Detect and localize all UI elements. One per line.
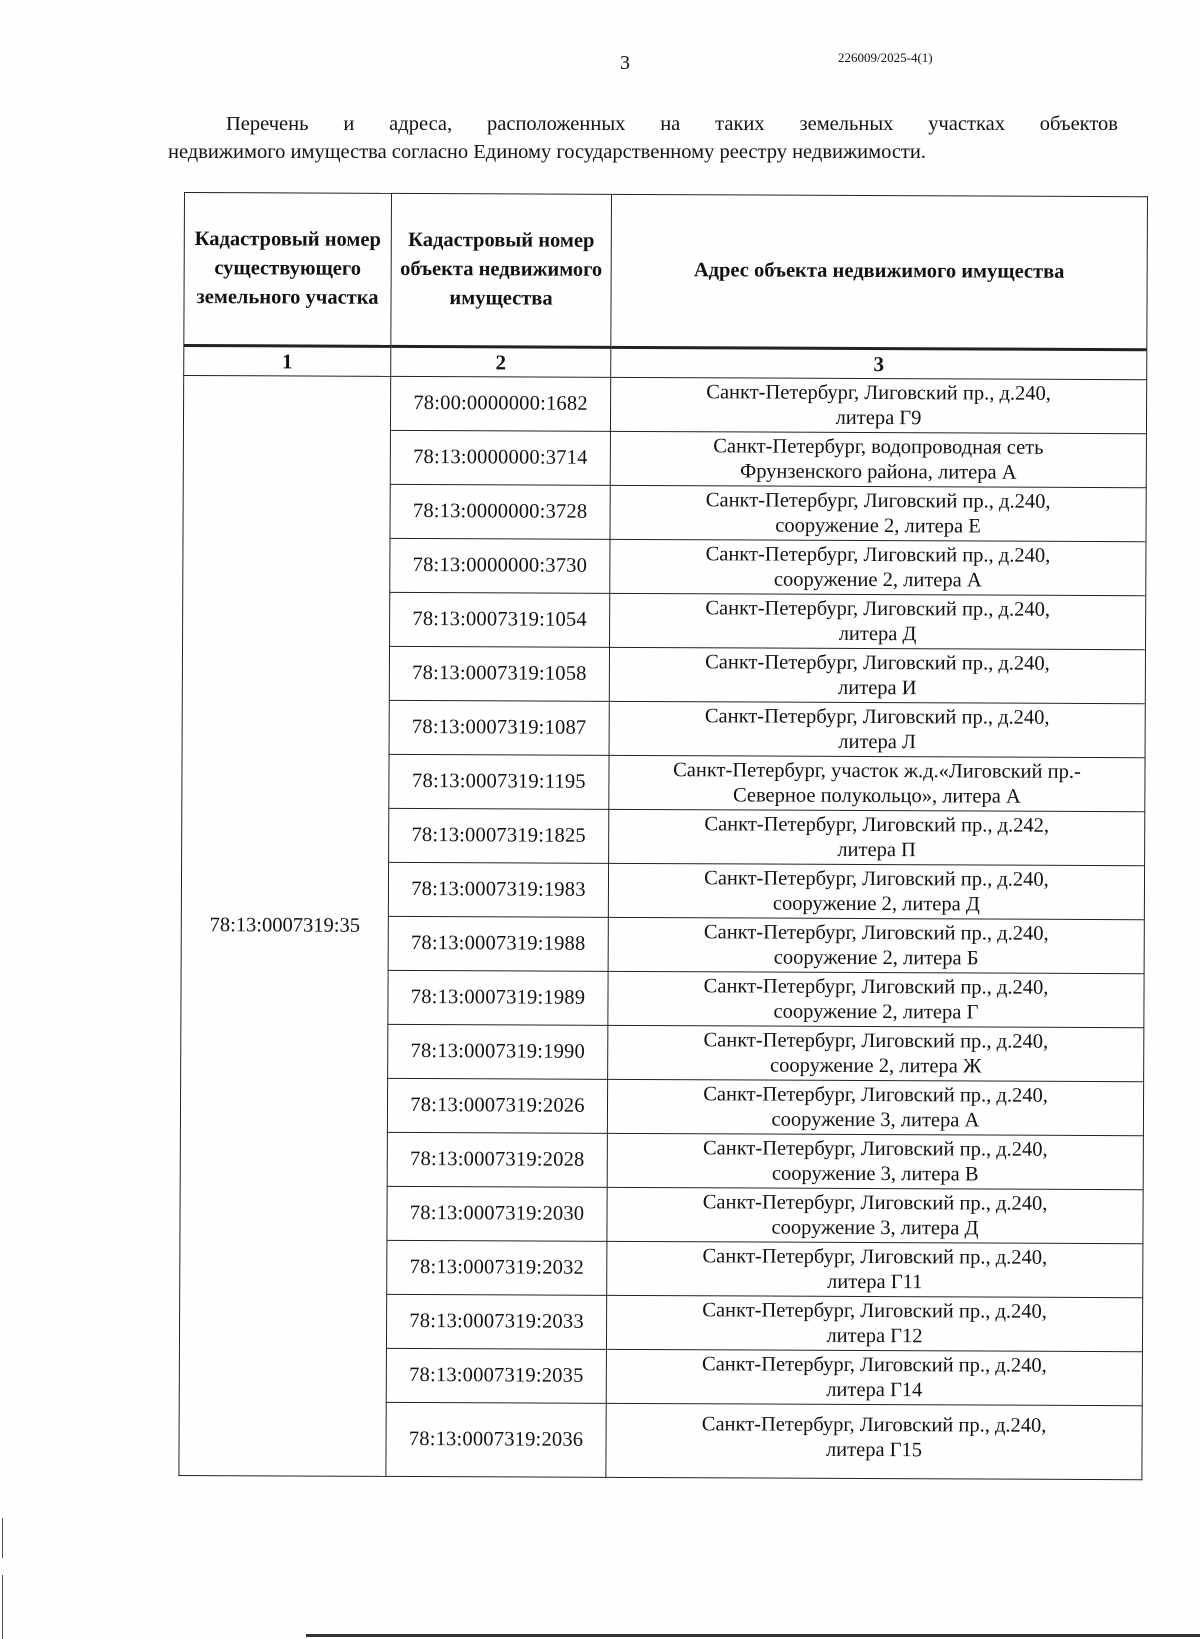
object-cadastral-cell: 78:13:0000000:3714 [390,430,610,485]
object-cadastral-cell: 78:13:0007319:2032 [387,1240,607,1295]
object-cadastral-cell: 78:13:0007319:1054 [390,592,610,647]
address-line: литера Г15 [825,1438,923,1462]
address-line: литера Г12 [826,1324,923,1347]
object-cadastral-cell: 78:13:0000000:3728 [390,484,610,539]
object-address-cell [610,377,1146,433]
document-number: 226009/2025-4(1) [838,50,933,65]
object-address-cell [608,971,1144,1027]
address-line: сооружение 2, литера А [773,568,982,591]
object-cadastral-cell: 78:00:0000000:1682 [390,376,610,431]
intro-line-1: Перечень и адреса, расположенных на таких земельных участках объектов [226,113,1118,135]
property-registry-table [178,192,1148,1480]
object-cadastral-cell: 78:13:0007319:1983 [388,862,608,917]
address-line: литера И [838,676,917,699]
object-address-cell [610,485,1146,541]
object-address-cell [609,755,1145,811]
header-object-cadastral: Кадастровый номер объекта недвижимого имущества [391,193,612,347]
land-plot-cadastral-cell: 78:13:0007319:35 [179,376,391,1477]
object-address-cell [607,1079,1143,1135]
address-line: литера Г14 [826,1378,923,1401]
object-address-cell [610,539,1146,595]
address-line: Санкт-Петербург, Лиговский пр., д.240, [702,1244,1048,1269]
address-line: Санкт-Петербург, Лиговский пр., д.240, [702,1298,1048,1323]
address-line: литера П [837,838,916,861]
address-line: литера Л [838,730,916,753]
table-body [179,376,1147,1480]
object-cadastral-cell: 78:13:0000000:3730 [390,538,610,593]
scan-edge-mark [2,1575,3,1639]
object-cadastral-cell: 78:13:0007319:2033 [386,1294,606,1349]
address-line: Санкт-Петербург, Лиговский пр., д.240, [703,1082,1048,1107]
address-line: Санкт-Петербург, Лиговский пр., д.240, [702,1352,1047,1377]
scan-bottom-line [306,1634,1200,1637]
address-line: сооружение 2, литера Ж [769,1054,982,1077]
object-address-cell [607,1133,1143,1189]
object-cadastral-cell: 78:13:0007319:1989 [388,970,608,1025]
address-line: сооружение 3, литера В [771,1162,979,1185]
intro-paragraph [168,110,1118,166]
object-cadastral-cell: 78:13:0007319:1825 [389,808,609,863]
address-line: сооружение 3, литера Д [771,1216,979,1239]
address-line: Санкт-Петербург, Лиговский пр., д.240, [705,596,1051,621]
address-line: Санкт-Петербург, Лиговский пр., д.240, [705,542,1051,567]
object-cadastral-cell: 78:13:0007319:1195 [389,754,609,809]
object-cadastral-cell: 78:13:0007319:1988 [388,916,608,971]
object-address-cell [608,917,1144,973]
object-cadastral-cell: 78:13:0007319:1990 [388,1024,608,1079]
header-land-plot-cadastral: Кадастровый номер существующего земельного участка [184,193,392,347]
address-line: литера Д [838,622,917,645]
object-address-cell [608,1025,1144,1081]
intro-line-2: недвижимого имущества согласно Единому государственному реестру недвижимости. [168,141,926,163]
address-line: Санкт-Петербург, Лиговский пр., д.240, [702,1190,1048,1215]
object-address-cell [606,1349,1142,1405]
object-address-cell [608,863,1144,919]
address-line: Санкт-Петербург, Лиговский пр., д.242, [704,812,1050,837]
object-address-cell [607,1241,1143,1297]
object-cadastral-cell: 78:13:0007319:2026 [387,1078,607,1133]
scan-edge-mark [2,1518,3,1558]
object-cadastral-cell: 78:13:0007319:1058 [389,646,609,701]
column-number: 1 [184,346,391,377]
header-object-address: Адрес объекта недвижимого имущества [611,194,1148,349]
address-line: литера Г11 [827,1270,923,1293]
address-line: Санкт-Петербург, участок ж.д.«Лиговский пр.- [673,758,1081,783]
address-line: сооружение 3, литера А [771,1108,980,1131]
address-line: Фрунзенского района, литера А [739,459,1017,484]
column-number-row [184,346,1147,380]
address-line: Санкт-Петербург, Лиговский пр., д.240, [701,1413,1047,1437]
object-address-cell [606,1403,1142,1479]
address-line: Санкт-Петербург, Лиговский пр., д.240, [702,1136,1048,1161]
address-line: Северное полукольцо», литера А [732,783,1021,808]
address-line: сооружение 2, литера Д [772,892,980,915]
object-address-cell [610,431,1146,487]
address-line: Санкт-Петербург, Лиговский пр., д.240, [704,866,1049,891]
address-line: сооружение 2, литера Е [775,514,981,537]
address-line: Санкт-Петербург, Лиговский пр., д.240, [705,650,1050,675]
object-address-cell [610,593,1146,649]
object-cadastral-cell: 78:13:0007319:2036 [386,1402,606,1477]
object-address-cell [609,809,1145,865]
address-line: Санкт-Петербург, Лиговский пр., д.240, [704,704,1050,729]
object-address-cell [609,701,1145,757]
column-number: 2 [391,346,611,377]
object-cadastral-cell: 78:13:0007319:2035 [386,1348,606,1403]
address-line: литера Г9 [835,406,922,429]
address-line: Санкт-Петербург, Лиговский пр., д.240, [703,920,1049,945]
column-number: 3 [611,347,1147,379]
address-line: Санкт-Петербург, Лиговский пр., д.240, [703,1028,1049,1053]
header-row [184,193,1148,350]
object-address-cell [607,1187,1143,1243]
table-header [184,193,1148,380]
address-line: Санкт-Петербург, водопроводная сеть [713,434,1044,459]
object-cadastral-cell: 78:13:0007319:2028 [387,1132,607,1187]
address-line: сооружение 2, литера Г [773,1000,979,1023]
address-line: Санкт-Петербург, Лиговский пр., д.240, [706,380,1052,405]
address-line: Санкт-Петербург, Лиговский пр., д.240, [705,488,1051,513]
object-cadastral-cell: 78:13:0007319:1087 [389,700,609,755]
object-cadastral-cell: 78:13:0007319:2030 [387,1186,607,1241]
object-address-cell [606,1295,1142,1351]
object-address-cell [609,647,1145,703]
address-line: Санкт-Петербург, Лиговский пр., д.240, [703,974,1049,999]
table-row [183,376,1146,434]
page-number: 3 [620,52,630,74]
address-line: сооружение 2, литера Б [773,946,979,969]
